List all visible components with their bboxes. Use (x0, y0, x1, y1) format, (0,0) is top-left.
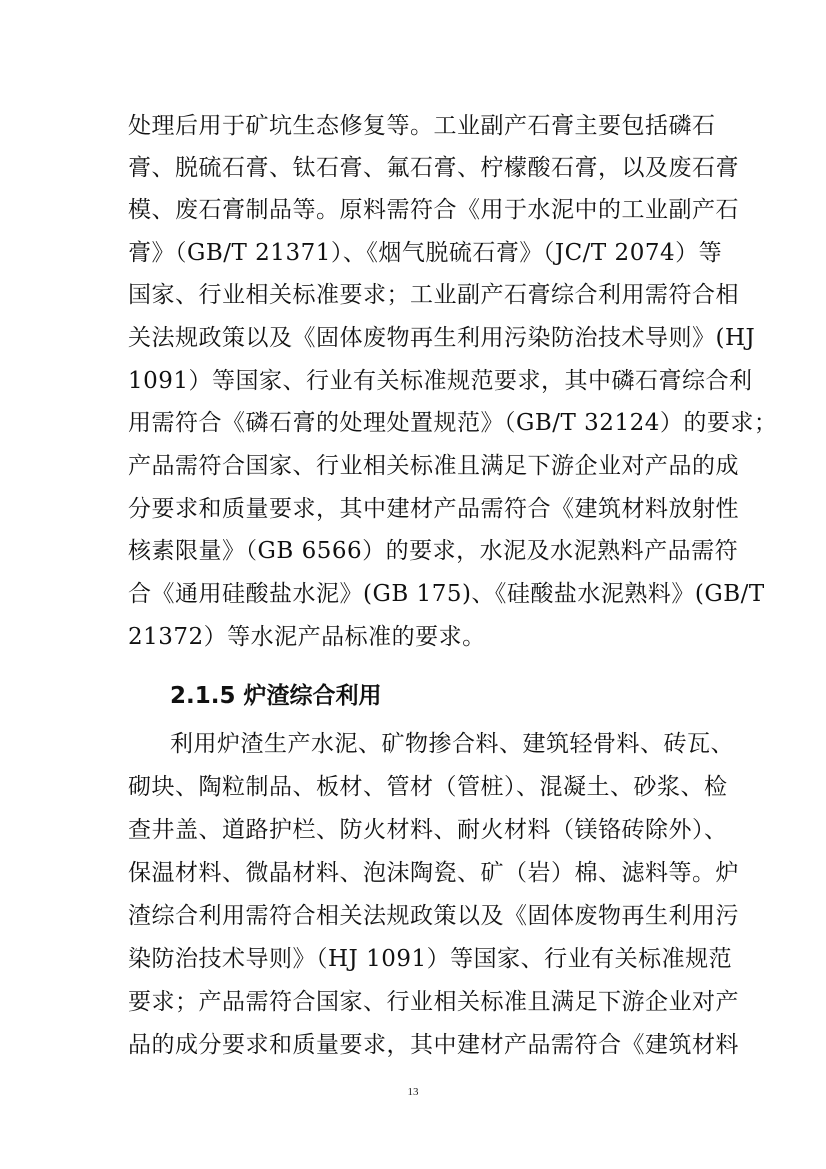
text-line: 模、废石膏制品等。原料需符合《用于水泥中的工业副产石 (128, 197, 739, 223)
text-line: 产品需符合国家、行业相关标准且满足下游企业对产品的成 (128, 453, 739, 479)
text-line: 用需符合《磷石膏的处理处置规范》（GB/T 32124）的要求； (128, 410, 778, 436)
page-number: 13 (407, 1086, 419, 1098)
section-heading: 2.1.5 炉渣综合利用 (170, 683, 382, 709)
text-line: 查井盖、道路护栏、防火材料、耐火材料（镁铬砖除外）、 (128, 817, 728, 843)
text-line: 核素限量》（GB 6566）的要求，水泥及水泥熟料产品需符 (128, 538, 739, 564)
text-line: 品的成分要求和质量要求，其中建材产品需符合《建筑材料 (128, 1032, 739, 1058)
text-line: 分要求和质量要求，其中建材产品需符合《建筑材料放射性 (128, 496, 739, 522)
text-line: 膏、脱硫石膏、钛石膏、氟石膏、柠檬酸石膏，以及废石膏 (128, 155, 739, 181)
text-line: 利用炉渣生产水泥、矿物掺合料、建筑轻骨料、砖瓦、 (170, 731, 734, 757)
text-line: 合《通用硅酸盐水泥》(GB 175)、《硅酸盐水泥熟料》(GB/T (128, 581, 765, 607)
text-line: 国家、行业相关标准要求；工业副产石膏综合利用需符合相 (128, 282, 739, 308)
text-line: 1091）等国家、行业有关标准规范要求，其中磷石膏综合利 (128, 368, 753, 394)
text-line: 砌块、陶粒制品、板材、管材（管桩）、混凝土、砂浆、检 (128, 774, 728, 800)
text-line: 染防治技术导则》（HJ 1091）等国家、行业有关标准规范 (128, 946, 733, 972)
text-line: 关法规政策以及《固体废物再生利用污染防治技术导则》(HJ (128, 325, 756, 351)
text-line: 渣综合利用需符合相关法规政策以及《固体废物再生利用污 (128, 903, 739, 929)
text-line: 要求；产品需符合国家、行业相关标准且满足下游企业对产 (128, 989, 739, 1015)
text-line: 21372）等水泥产品标准的要求。 (128, 624, 486, 650)
text-line: 膏》（GB/T 21371）、《烟气脱硫石膏》（JC/T 2074）等 (128, 240, 723, 266)
text-line: 处理后用于矿坑生态修复等。工业副产石膏主要包括磷石 (128, 113, 716, 139)
text-line: 保温材料、微晶材料、泡沫陶瓷、矿（岩）棉、滤料等。炉 (128, 860, 739, 886)
